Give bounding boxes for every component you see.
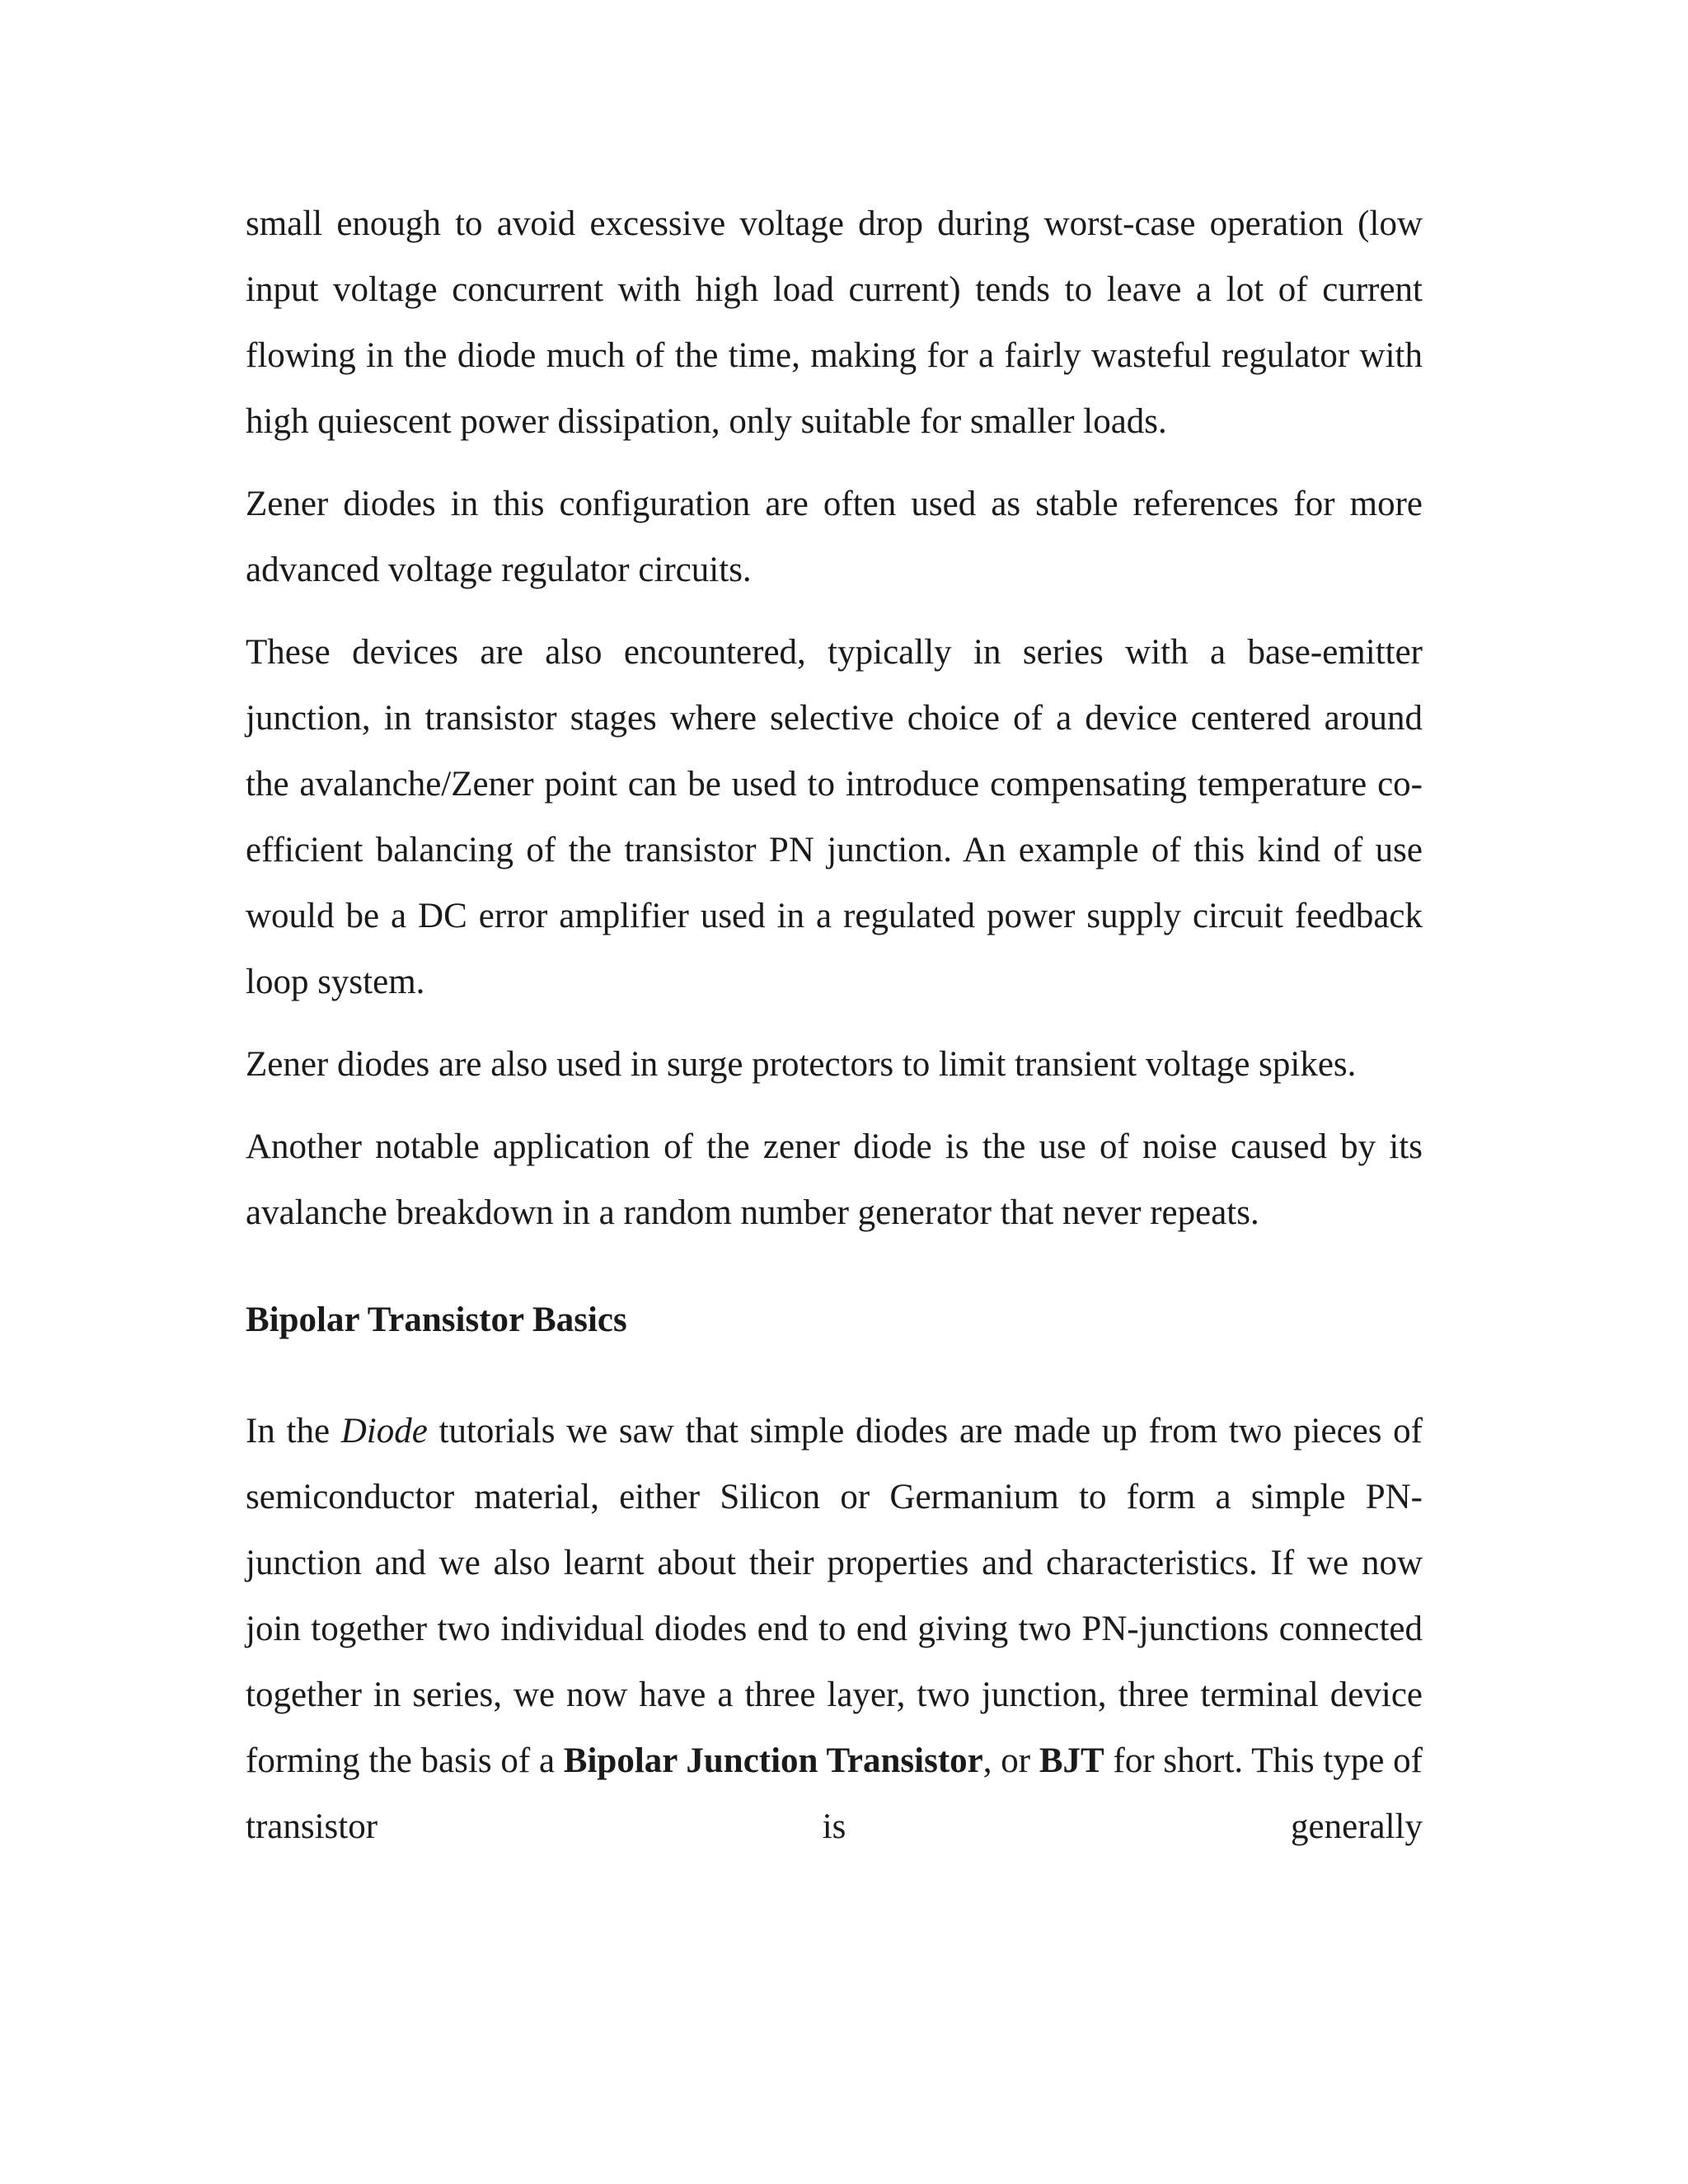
section-heading: Bipolar Transistor Basics: [246, 1301, 627, 1339]
bjt-text-part2: tutorials we saw that simple diodes are made up from two pieces of semiconductor material, either Silicon or Germanium to form a simple PN-junction and we also learnt about their properties and characteristics. If we now join together two individual diodes end to end giving two PN-junctions connected together in series, we now have a three layer, two junction, three terminal device forming the basis of a: [246, 1412, 1423, 1780]
bjt-text-part4: for short. This type of transistor is generally: [246, 1741, 1423, 1846]
bjt-text-part3: , or: [982, 1741, 1039, 1780]
paragraph-regulator-continuation: small enough to avoid excessive voltage drop during worst-case operation (low input voltage concurrent with high load current) tends to leave a lot of current flowing in the diode much of the time, making for a fairly wasteful regulator with high quiescent power dissipation, only suitable for smaller loads.: [246, 204, 1423, 441]
paragraph-noise-generator: Another notable application of the zener diode is the use of noise caused by its avalanche breakdown in a random number generator that never repeats.: [246, 1127, 1423, 1232]
paragraph-transistor-stages: These devices are also encountered, typically in series with a base-emitter junction, in transistor stages where selective choice of a device centered around the avalanche/Zener point can be used to introduce compensating temperature co-efficient balancing of the transistor PN junction. An example of this kind of use would be a DC error amplifier used in a regulated power supply circuit feedback loop system.: [246, 633, 1423, 1001]
paragraph-zener-references: Zener diodes in this configuration are often used as stable references for more advanced voltage regulator circuits.: [246, 485, 1423, 589]
bjt-italic-diode: Diode: [340, 1412, 428, 1451]
paragraph-surge-protectors: Zener diodes are also used in surge protectors to limit transient voltage spikes.: [246, 1045, 1357, 1084]
bjt-bold-term: Bipolar Junction Transistor: [563, 1741, 983, 1780]
bjt-bold-abbrev: BJT: [1039, 1741, 1104, 1780]
bjt-text-part1: In the: [246, 1412, 341, 1451]
page-content: [246, 191, 1423, 1877]
paragraph-bjt-intro: [246, 1399, 1423, 1860]
